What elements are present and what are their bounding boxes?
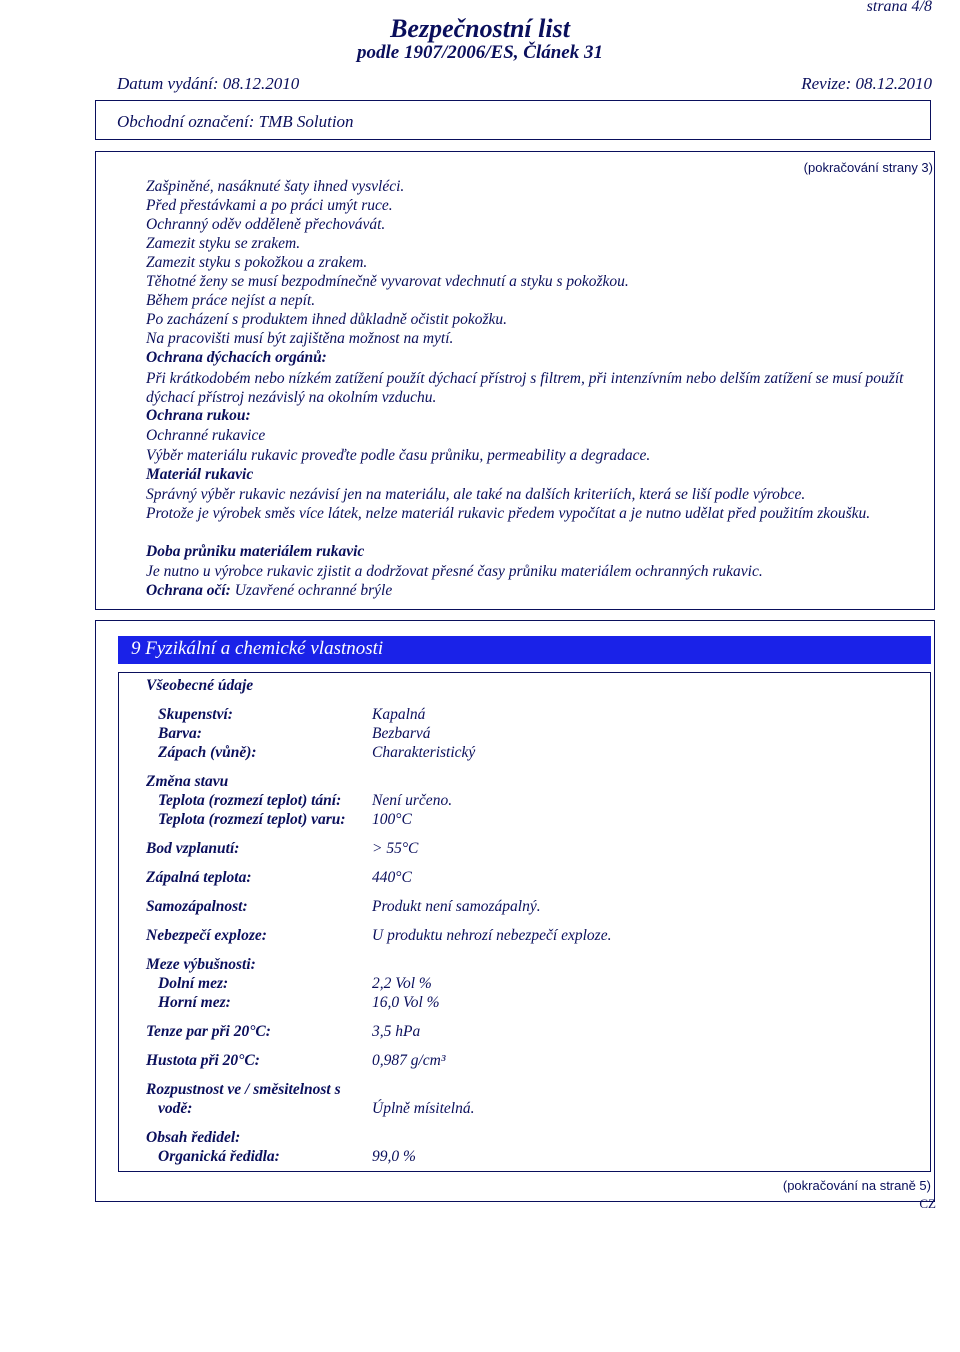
instruction-line: Po zacházení s produktem ihned důkladně očistit pokožku.	[146, 311, 508, 328]
vapour-value: 3,5 hPa	[372, 1023, 421, 1040]
document-subtitle: podle 1907/2006/ES, Článek 31	[357, 42, 603, 63]
organic-solvent-label: Organická ředidla:	[158, 1148, 280, 1165]
eye-protection-value: Uzavřené ochranné brýle	[234, 582, 393, 599]
color-label: Barva:	[158, 725, 202, 742]
breakthrough-heading: Doba průniku materiálem rukavic	[146, 543, 365, 560]
odor-value: Charakteristický	[372, 744, 476, 761]
section9-title: 9 Fyzikální a chemické vlastnosti	[131, 638, 384, 659]
hands-line: Výběr materiálu rukavic proveďte podle času průniku, permeability a degradace.	[146, 447, 651, 464]
solubility-label: Rozpustnost ve / směsitelnost s	[146, 1081, 341, 1098]
ignition-value: 440°C	[372, 869, 412, 886]
solubility-value: Úplně mísitelná.	[372, 1100, 475, 1117]
general-heading: Všeobecné údaje	[146, 677, 254, 694]
density-value: 0,987 g/cm³	[372, 1052, 446, 1069]
revision-date: Revize: 08.12.2010	[801, 74, 932, 93]
upper-limit-label: Horní mez:	[158, 994, 231, 1011]
boiling-value: 100°C	[372, 811, 412, 828]
respiratory-heading: Ochrana dýchacích orgánů:	[146, 349, 327, 366]
glove-material-heading: Materiál rukavic	[146, 466, 254, 483]
instruction-line: Zamezit styku se zrakem.	[146, 235, 301, 252]
instruction-line: Těhotné ženy se musí bezpodmínečně vyvarovat vdechnutí a styku s pokožkou.	[146, 273, 629, 290]
solvent-heading: Obsah ředidel:	[146, 1129, 241, 1146]
limits-heading: Meze výbušnosti:	[146, 956, 256, 973]
density-label: Hustota při 20°C:	[146, 1052, 260, 1069]
selfign-value: Produkt není samozápalný.	[372, 898, 541, 915]
vapour-label: Tenze par při 20°C:	[146, 1023, 271, 1040]
ignition-label: Zápalná teplota:	[146, 869, 252, 886]
page-number: strana 4/8	[866, 0, 932, 15]
upper-limit-value: 16,0 Vol %	[372, 994, 440, 1011]
change-heading: Změna stavu	[146, 773, 229, 790]
document-title: Bezpečnostní list	[390, 14, 570, 43]
explosion-value: U produktu nehrozí nebezpečí exploze.	[372, 927, 612, 944]
flash-label: Bod vzplanutí:	[146, 840, 240, 857]
eye-protection-label: Ochrana očí:	[146, 582, 231, 599]
instruction-line: Během práce nejíst a nepít.	[146, 292, 316, 309]
odor-label: Zápach (vůně):	[158, 744, 257, 761]
language-code: CZ	[919, 1196, 936, 1211]
issue-date: Datum vydání: 08.12.2010	[117, 74, 300, 93]
melting-label: Teplota (rozmezí teplot) tání:	[158, 792, 342, 809]
hands-heading: Ochrana rukou:	[146, 407, 251, 424]
eye-protection	[146, 581, 936, 600]
solubility-label: vodě:	[158, 1100, 193, 1117]
organic-solvent-value: 99,0 %	[372, 1148, 416, 1165]
boiling-label: Teplota (rozmezí teplot) varu:	[158, 811, 346, 828]
instruction-line: Zašpiněné, nasáknuté šaty ihned vysvléci.	[146, 178, 405, 195]
lower-limit-value: 2,2 Vol %	[372, 975, 432, 992]
instruction-line: Ochranný oděv odděleně přechovávát.	[146, 216, 386, 233]
lower-limit-label: Dolní mez:	[158, 975, 229, 992]
selfign-label: Samozápalnost:	[146, 898, 248, 915]
state-label: Skupenství:	[158, 706, 233, 723]
continued-on: (pokračování na straně 5)	[782, 1178, 931, 1193]
breakthrough-text: Je nutno u výrobce rukavic zjistit a dodržovat přesné časy průniku materiálem ochranných rukavic.	[146, 563, 763, 580]
instruction-line: Před přestávkami a po práci umýt ruce.	[146, 197, 393, 214]
hands-line: Ochranné rukavice	[146, 427, 266, 444]
glove-material-line: Protože je výrobek směs více látek, nelze materiál rukavic předem vypočítat a je nutno udělat před použitím zkoušku.	[146, 505, 871, 522]
instruction-line: Na pracovišti musí být zajištěna možnost na mytí.	[146, 330, 454, 347]
instruction-line: Zamezit styku s pokožkou a zrakem.	[146, 254, 368, 271]
melting-value: Není určeno.	[372, 792, 453, 809]
explosion-label: Nebezpečí exploze:	[146, 927, 267, 944]
respiratory-text: Při krátkodobém nebo nízkém zatížení použít dýchací přístroj s filtrem, při intenzívním nebo delším zatížení se musí použít dýchací přístroj nezávislý na okolním vzduchu.	[146, 370, 904, 406]
color-value: Bezbarvá	[372, 725, 431, 742]
continued-from: (pokračování strany 3)	[803, 160, 933, 175]
flash-value: > 55°C	[372, 840, 419, 857]
trade-name: Obchodní označení: TMB Solution	[117, 112, 354, 131]
glove-material-line: Správný výběr rukavic nezávisí jen na materiálu, ale také na dalších kriteriích, která se liší podle výrobce.	[146, 486, 806, 503]
state-value: Kapalná	[372, 706, 426, 723]
